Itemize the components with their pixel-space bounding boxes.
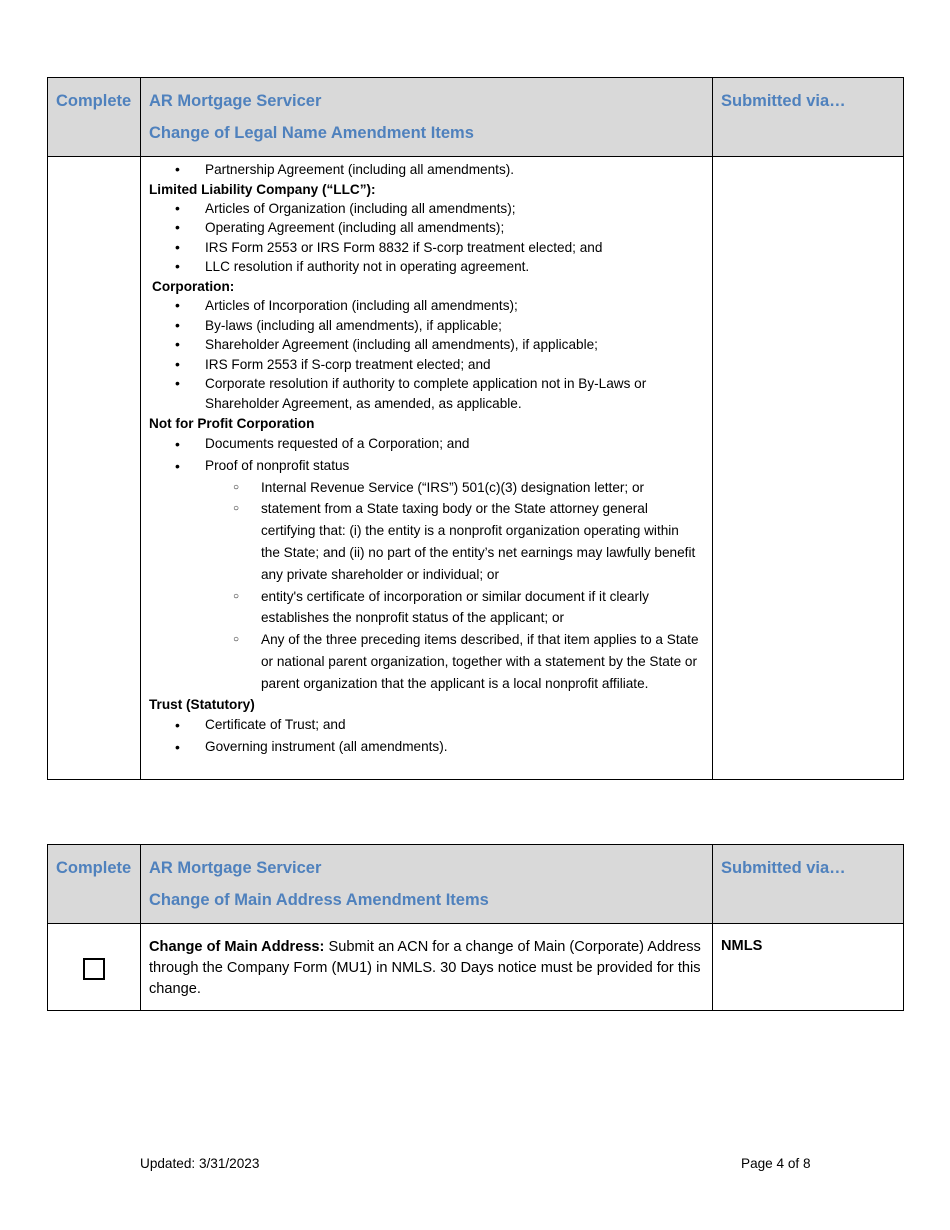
list-item: • Articles of Incorporation (including all amendments); — [149, 296, 704, 316]
table-header — [48, 845, 904, 924]
list-item: • Articles of Organization (including all amendments); — [149, 199, 704, 219]
complete-header-cell — [48, 78, 141, 157]
corporation-list — [149, 296, 704, 414]
list-item: • Partnership Agreement (including all amendments). — [149, 160, 704, 180]
complete-cell — [48, 924, 141, 1011]
submitted-header-cell — [713, 78, 904, 157]
list-item: • Certificate of Trust; and — [149, 714, 704, 736]
table-row — [48, 157, 904, 780]
partnership-list — [149, 160, 704, 180]
nonprofit-proof-sublist — [149, 477, 704, 695]
list-item: • Operating Agreement (including all amendments); — [149, 218, 704, 238]
list-item: • Governing instrument (all amendments). — [149, 736, 704, 758]
main-address-amendment-table — [47, 844, 904, 1011]
page-number: Page 4 of 8 — [741, 1156, 811, 1171]
title-header-cell — [141, 78, 713, 157]
submitted-via-value: NMLS — [721, 938, 763, 954]
table-row — [48, 924, 904, 1011]
legal-name-amendment-table — [47, 77, 904, 780]
list-item: • Documents requested of a Corporation; and — [149, 433, 704, 455]
sub-list-item: ○ Any of the three preceding items described, if that item applies to a State or national parent organization, together with a statement by the State or parent organization that the applicant is a local nonprofit affiliate. — [149, 629, 704, 694]
list-item: • Proof of nonprofit status — [149, 455, 704, 477]
llc-list — [149, 199, 704, 277]
list-item: • IRS Form 2553 or IRS Form 8832 if S-corp treatment elected; and — [149, 238, 704, 258]
items-cell — [141, 924, 713, 1011]
list-item: • IRS Form 2553 if S-corp treatment elected; and — [149, 355, 704, 375]
submitted-via-header: Submitted via… — [721, 859, 846, 877]
table-title-line1: AR Mortgage Servicer — [149, 859, 322, 877]
nonprofit-list — [149, 433, 704, 477]
main-address-text: Submit an ACN for a change of Main (Corporate) Address through the Company Form (MU1) in NMLS. 30 Days notice must be provided for this change. — [149, 939, 701, 997]
table-title-line2: Change of Main Address Amendment Items — [149, 891, 489, 909]
submitted-cell — [713, 924, 904, 1011]
table-title-line1: AR Mortgage Servicer — [149, 92, 322, 110]
corporation-heading: Corporation: — [152, 278, 235, 294]
submitted-cell — [713, 157, 904, 780]
list-item: • Corporate resolution if authority to complete application not in By-Laws or Shareholder Agreement, as amended, as applicable. — [149, 374, 704, 413]
submitted-header-cell — [713, 845, 904, 924]
trust-list — [149, 714, 704, 758]
items-cell — [141, 157, 713, 780]
complete-header: Complete — [56, 92, 132, 110]
trust-heading: Trust (Statutory) — [149, 696, 255, 712]
sub-list-item: ○ entity's certificate of incorporation or similar document if it clearly establishes the nonprofit status of the applicant; or — [149, 586, 704, 630]
title-header-cell — [141, 845, 713, 924]
nonprofit-heading: Not for Profit Corporation — [149, 415, 315, 431]
list-item: • Shareholder Agreement (including all amendments), if applicable; — [149, 335, 704, 355]
list-item: • LLC resolution if authority not in operating agreement. — [149, 257, 704, 277]
sub-list-item: ○ statement from a State taxing body or the State attorney general certifying that: (i) the entity is a nonprofit organization operating within the State; and (ii) no part of the entity’s net earnings may lawfully benefit any private shareholder or individual; or — [149, 498, 704, 585]
complete-cell — [48, 157, 141, 780]
complete-header-cell — [48, 845, 141, 924]
list-item: • By-laws (including all amendments), if applicable; — [149, 316, 704, 336]
table-title-line2: Change of Legal Name Amendment Items — [149, 124, 474, 142]
complete-header: Complete — [56, 859, 132, 877]
sub-list-item: ○ Internal Revenue Service (“IRS”) 501(c)(3) designation letter; or — [149, 477, 704, 499]
table-header — [48, 78, 904, 157]
llc-heading: Limited Liability Company (“LLC”): — [149, 181, 376, 197]
main-address-description — [141, 924, 712, 1010]
complete-checkbox[interactable] — [83, 958, 105, 980]
main-address-label: Change of Main Address: — [149, 939, 325, 955]
submitted-via-header: Submitted via… — [721, 92, 846, 110]
updated-date: Updated: 3/31/2023 — [140, 1156, 260, 1171]
